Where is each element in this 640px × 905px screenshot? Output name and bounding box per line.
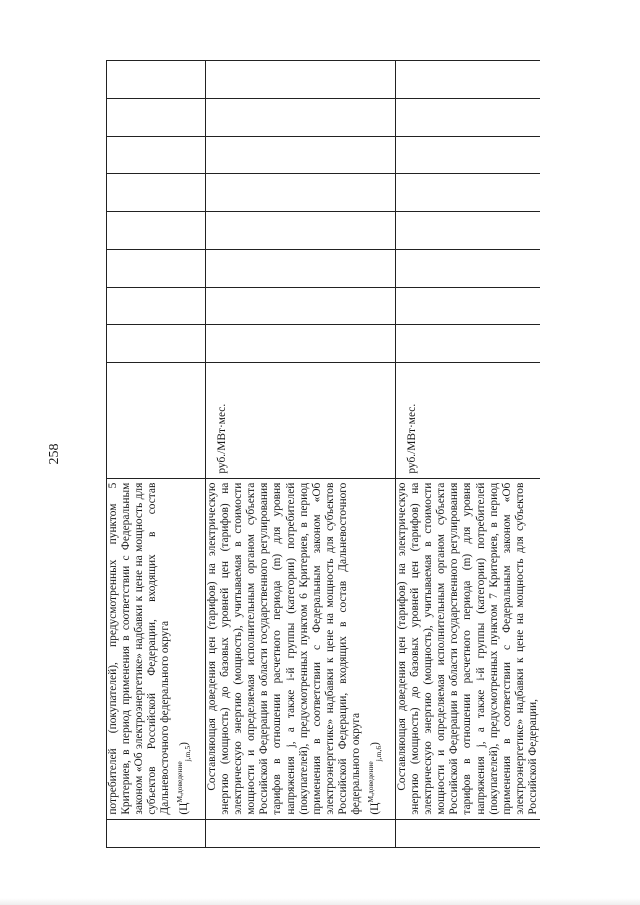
description-text: потребителей (покупателей), предусмотренных пунктом 5 Критериев, в период применения в соответствии с Федеральным законом «Об электроэнергетике» надбавки к цене на мощность для субъектов Российской Федерации, входящих в состав Дальневосточного федерального округа	[107, 482, 172, 815]
value-cell	[107, 61, 206, 99]
value-cell	[396, 325, 541, 363]
row-number-cell	[206, 819, 396, 847]
scan-edge	[0, 898, 640, 905]
row-number-cell	[396, 819, 541, 847]
value-cell	[107, 174, 206, 212]
value-cell	[396, 212, 541, 250]
value-cell	[206, 174, 396, 212]
value-cell	[107, 249, 206, 287]
value-cell	[107, 98, 206, 136]
tariff-table	[106, 60, 540, 848]
value-cell	[206, 212, 396, 250]
value-cell	[206, 61, 396, 99]
formula: $(Ц^{М,доведение}_{j,m,5})$	[175, 742, 193, 815]
value-cell	[206, 287, 396, 325]
page-number: 258	[47, 443, 62, 465]
table-row	[107, 61, 206, 848]
unit-cell: руб./МВт·мес.	[396, 363, 541, 478]
description-cell	[107, 478, 206, 819]
formula: $(Ц^{М,доведение}_{j,m,6})$	[366, 742, 384, 815]
row-number-cell	[107, 819, 206, 847]
unit-cell: руб./МВт·мес.	[206, 363, 396, 478]
table-row	[206, 61, 396, 848]
value-cell	[206, 325, 396, 363]
value-cell	[396, 287, 541, 325]
description-cell	[206, 478, 396, 819]
value-cell	[396, 249, 541, 287]
value-cell	[396, 61, 541, 99]
description-text: Составляющая доведения цен (тарифов) на электрическую энергию (мощность) до базовых уровней цен (тарифов) на электрическую энергию (мощность), учитываемая в стоимости мощности и определяемая исполнительным органом субъекта Российской Федерации в области государственного регулирования тарифов в отношении расчетного периода (m) для уровня напряжения j, а также i-й группы (категории) потребителей (покупателей), предусмотренных пунктом 7 Критериев, в период применения в соответствии с Федеральным законом «Об электроэнергетике» надбавки к цене на мощность для субъектов Российской Федерации,	[396, 482, 539, 815]
value-cell	[107, 212, 206, 250]
rotated-table-wrapper	[106, 60, 538, 848]
description-cell	[396, 478, 541, 819]
value-cell	[396, 136, 541, 174]
table-row	[396, 61, 541, 848]
description-text: Составляющая доведения цен (тарифов) на электрическую энергию (мощность) до базовых уровней цен (тарифов) на электрическую энергию (мощность), учитываемая в стоимости мощности и определяемая исполнительным органом субъекта Российской Федерации в области государственного регулирования тарифов в отношении расчетного периода (m) для уровня напряжения j, а также i-й группы (категории) потребителей (покупателей), предусмотренных пунктом 6 Критериев, в период применения в соответствии с Федеральным законом «Об электроэнергетике» надбавки к цене на мощность для субъектов Российской Федерации, входящих в состав Дальневосточного федерального округа	[206, 482, 363, 815]
unit-cell	[107, 363, 206, 478]
value-cell	[396, 98, 541, 136]
value-cell	[206, 98, 396, 136]
value-cell	[206, 249, 396, 287]
value-cell	[107, 136, 206, 174]
value-cell	[396, 174, 541, 212]
value-cell	[206, 136, 396, 174]
value-cell	[107, 287, 206, 325]
value-cell	[107, 325, 206, 363]
